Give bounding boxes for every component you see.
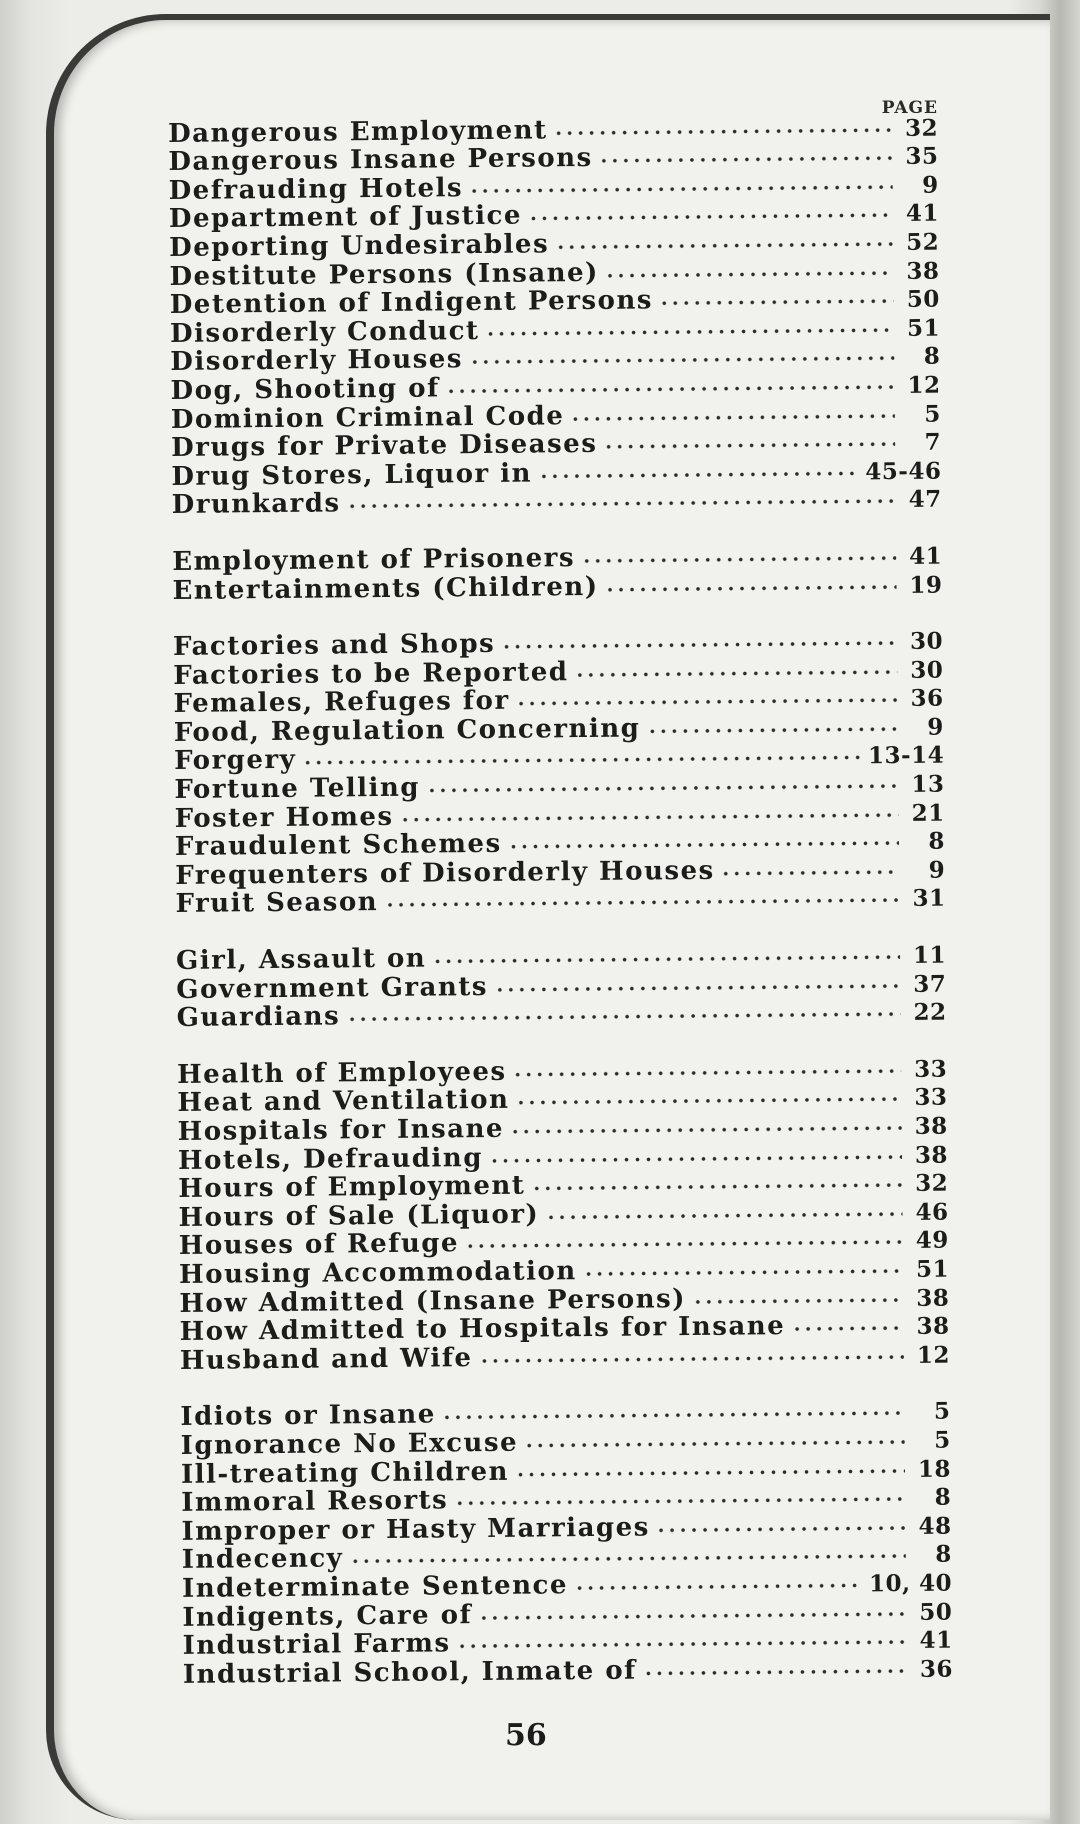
entry-term: Department of Justice	[168, 200, 523, 235]
dot-leader	[510, 1121, 902, 1139]
entry-term: Indecency	[181, 1543, 344, 1576]
dot-leader	[574, 665, 897, 682]
dot-leader	[516, 693, 898, 711]
dot-leader	[656, 1521, 906, 1537]
entry-term: Frequenters of Disorderly Houses	[175, 855, 715, 891]
entry-term: Husband and Wife	[179, 1342, 473, 1376]
dot-leader	[469, 180, 893, 198]
dot-leader	[574, 1578, 863, 1595]
entry-term: Indigents, Care of	[182, 1599, 473, 1633]
entry-page-number: 9	[922, 171, 939, 199]
index-entry	[175, 883, 945, 919]
entry-term: Detention of Indigent Persons	[169, 285, 654, 321]
index-entry	[176, 997, 946, 1033]
entry-term: Dominion Criminal Code	[170, 400, 565, 435]
entry-term: Hours of Employment	[178, 1170, 526, 1205]
dot-leader	[478, 1606, 906, 1624]
entry-term: Food, Regulation Concerning	[173, 713, 641, 748]
index-group	[172, 541, 943, 606]
dot-leader	[643, 1664, 907, 1681]
entry-term: Factories and Shops	[172, 628, 496, 663]
entry-term: Ignorance No Excuse	[180, 1427, 519, 1461]
entry-page-number: 41	[919, 1626, 953, 1654]
dot-leader	[485, 323, 894, 341]
entry-term: Hotels, Defrauding	[177, 1142, 484, 1176]
entry-term: Foster Homes	[174, 801, 394, 834]
entry-term: Females, Refuges for	[173, 686, 510, 720]
dot-leader	[791, 1321, 904, 1336]
entry-term: Guardians	[176, 1001, 341, 1034]
entry-page-number: 46	[915, 1198, 949, 1226]
entry-page-number: 8	[934, 1483, 952, 1511]
entry-page-number: 35	[905, 142, 939, 171]
entry-term: Government Grants	[176, 971, 489, 1005]
dot-leader	[508, 836, 899, 854]
entry-page-number: 50	[919, 1598, 953, 1626]
entry-page-number: 33	[914, 1055, 948, 1083]
dot-leader	[538, 466, 859, 483]
entry-term: Fruit Season	[175, 887, 379, 920]
entry-term: Disorderly Conduct	[169, 315, 480, 349]
entry-term: Girl, Assault on	[175, 943, 427, 976]
dot-leader	[583, 1264, 903, 1281]
entry-page-number: 9	[927, 713, 944, 741]
entry-page-number: 36	[910, 684, 944, 713]
dot-leader	[513, 1064, 902, 1082]
entry-page-number: 13-14	[867, 742, 945, 770]
entry-page-number: 52	[906, 228, 940, 256]
entry-page-number: 30	[910, 656, 944, 684]
dot-leader	[721, 865, 900, 881]
entry-term: Drugs for Private Diseases	[171, 429, 598, 464]
dot-leader	[515, 1092, 901, 1110]
entry-page-number: 8	[923, 342, 941, 371]
entry-page-number: 38	[916, 1312, 950, 1341]
entry-term: Dog, Shooting of	[170, 373, 440, 406]
dot-leader	[442, 1406, 905, 1424]
dot-leader	[465, 1235, 903, 1253]
entry-page-number: 8	[928, 827, 946, 855]
dot-leader	[302, 751, 862, 770]
dot-leader	[646, 722, 898, 738]
dot-leader	[489, 1150, 902, 1168]
entry-page-number: 12	[907, 371, 941, 399]
entry-page-number: 5	[934, 1426, 951, 1454]
index-group	[168, 113, 942, 521]
index-group	[177, 1054, 950, 1376]
entry-page-number: 12	[916, 1341, 951, 1369]
dot-leader	[346, 1007, 900, 1026]
dot-leader	[400, 808, 899, 827]
entry-page-number: 30	[909, 627, 944, 655]
entry-page-number: 5	[933, 1397, 951, 1426]
index-group	[180, 1396, 953, 1689]
dot-leader	[603, 437, 895, 454]
entry-page-number: 50	[906, 285, 940, 314]
entry-term: Drug Stores, Liquor in	[171, 458, 533, 492]
dot-leader	[524, 1435, 905, 1453]
index-entry	[180, 1340, 950, 1376]
entry-page-number: 49	[915, 1226, 949, 1255]
dot-leader	[432, 950, 900, 968]
entry-term: Industrial School, Inmate of	[182, 1655, 637, 1690]
dot-leader	[605, 266, 894, 283]
entry-page-number: 48	[918, 1512, 952, 1540]
entry-page-number: 36	[919, 1655, 954, 1683]
entry-page-number: 32	[904, 114, 939, 142]
entry-term: Defrauding Hotels	[168, 172, 464, 206]
dot-leader	[554, 123, 893, 140]
dot-leader	[384, 893, 900, 912]
dot-leader	[349, 1549, 906, 1568]
dot-leader	[692, 1293, 903, 1309]
dot-leader	[347, 494, 896, 513]
entry-page-number: 19	[909, 571, 943, 599]
entry-page-number: 5	[924, 400, 941, 428]
entry-page-number: 41	[909, 542, 943, 570]
entry-term: Housing Accommodation	[178, 1256, 577, 1290]
entry-page-number: 41	[905, 199, 940, 228]
entry-term: Dangerous Employment	[167, 114, 548, 149]
entry-page-number: 13	[911, 770, 945, 798]
page-number: 56	[505, 1718, 547, 1753]
entry-page-number: 31	[912, 885, 946, 913]
entry-page-number: 38	[906, 257, 940, 285]
entry-term: Destitute Persons (Insane)	[169, 257, 600, 292]
entry-term: Idiots or Insane	[180, 1399, 436, 1433]
entry-page-number: 45-46	[865, 457, 942, 486]
entry-page-number: 38	[914, 1141, 949, 1169]
entry-page-number: 11	[912, 941, 947, 969]
dot-leader	[599, 151, 893, 168]
entry-page-number: 8	[935, 1540, 952, 1569]
dot-leader	[581, 551, 896, 568]
dot-leader	[446, 380, 895, 398]
entry-term: Dangerous Insane Persons	[168, 143, 593, 178]
entry-page-number: 9	[928, 856, 946, 884]
dot-leader	[555, 237, 893, 254]
entry-page-number: 21	[911, 799, 945, 827]
dot-leader	[531, 1178, 902, 1196]
entry-term: How Admitted to Hospitals for Insane	[179, 1311, 786, 1348]
entry-term: Drunkards	[171, 488, 341, 521]
dot-leader	[426, 779, 899, 798]
dot-leader	[545, 1207, 902, 1224]
entry-term: Health of Employees	[177, 1056, 507, 1090]
index-group	[173, 626, 946, 919]
entry-term: Houses of Refuge	[178, 1228, 460, 1262]
dot-leader	[528, 208, 893, 226]
entry-term: Immoral Resorts	[181, 1485, 449, 1519]
dot-leader	[659, 294, 894, 310]
entry-term: Hours of Sale (Liquor)	[178, 1199, 540, 1233]
entry-page-number: 51	[906, 314, 941, 342]
entry-term: Forgery	[174, 745, 297, 777]
entry-page-number: 32	[915, 1169, 949, 1198]
dot-leader	[469, 351, 894, 369]
entry-term: Employment of Prisoners	[172, 543, 576, 577]
dot-leader	[605, 580, 897, 597]
entry-page-number: 33	[914, 1083, 948, 1112]
dot-leader	[570, 409, 895, 426]
entry-page-number: 38	[916, 1284, 950, 1312]
entry-term: Fraudulent Schemes	[174, 829, 502, 863]
index-group	[176, 940, 947, 1033]
entry-term: Fortune Telling	[174, 772, 421, 806]
dot-leader	[515, 1464, 905, 1482]
dot-leader	[501, 636, 897, 654]
index-list	[168, 113, 953, 1690]
entry-term: Disorderly Houses	[170, 344, 464, 378]
entry-page-number: 10, 40	[868, 1569, 953, 1598]
entry-term: Deporting Undesirables	[169, 229, 550, 263]
page-column-header: PAGE	[881, 98, 938, 118]
entry-term: Factories to be Reported	[173, 656, 569, 691]
entry-page-number: 51	[915, 1255, 950, 1283]
index-entry	[172, 484, 942, 520]
entry-page-number: 38	[914, 1112, 948, 1140]
dot-leader	[456, 1635, 906, 1653]
dot-leader	[454, 1492, 905, 1510]
dot-leader	[494, 979, 900, 997]
entry-page-number: 37	[913, 970, 947, 998]
entry-term: Heat and Ventilation	[177, 1085, 510, 1119]
entry-page-number: 47	[908, 485, 942, 514]
dot-leader	[478, 1350, 904, 1368]
entry-page-number: 18	[917, 1455, 952, 1483]
entry-term: Industrial Farms	[182, 1628, 451, 1662]
entry-term: Indeterminate Sentence	[181, 1570, 569, 1604]
entry-term: Ill-treating Children	[180, 1456, 510, 1490]
entry-term: Improper or Hasty Marriages	[181, 1512, 650, 1547]
entry-page-number: 22	[913, 998, 947, 1027]
entry-term: Hospitals for Insane	[177, 1113, 505, 1147]
entry-term: Entertainments (Children)	[172, 571, 599, 606]
entry-term: How Admitted (Insane Persons)	[179, 1283, 687, 1319]
index-entry	[172, 569, 942, 605]
entry-page-number: 7	[924, 428, 942, 456]
